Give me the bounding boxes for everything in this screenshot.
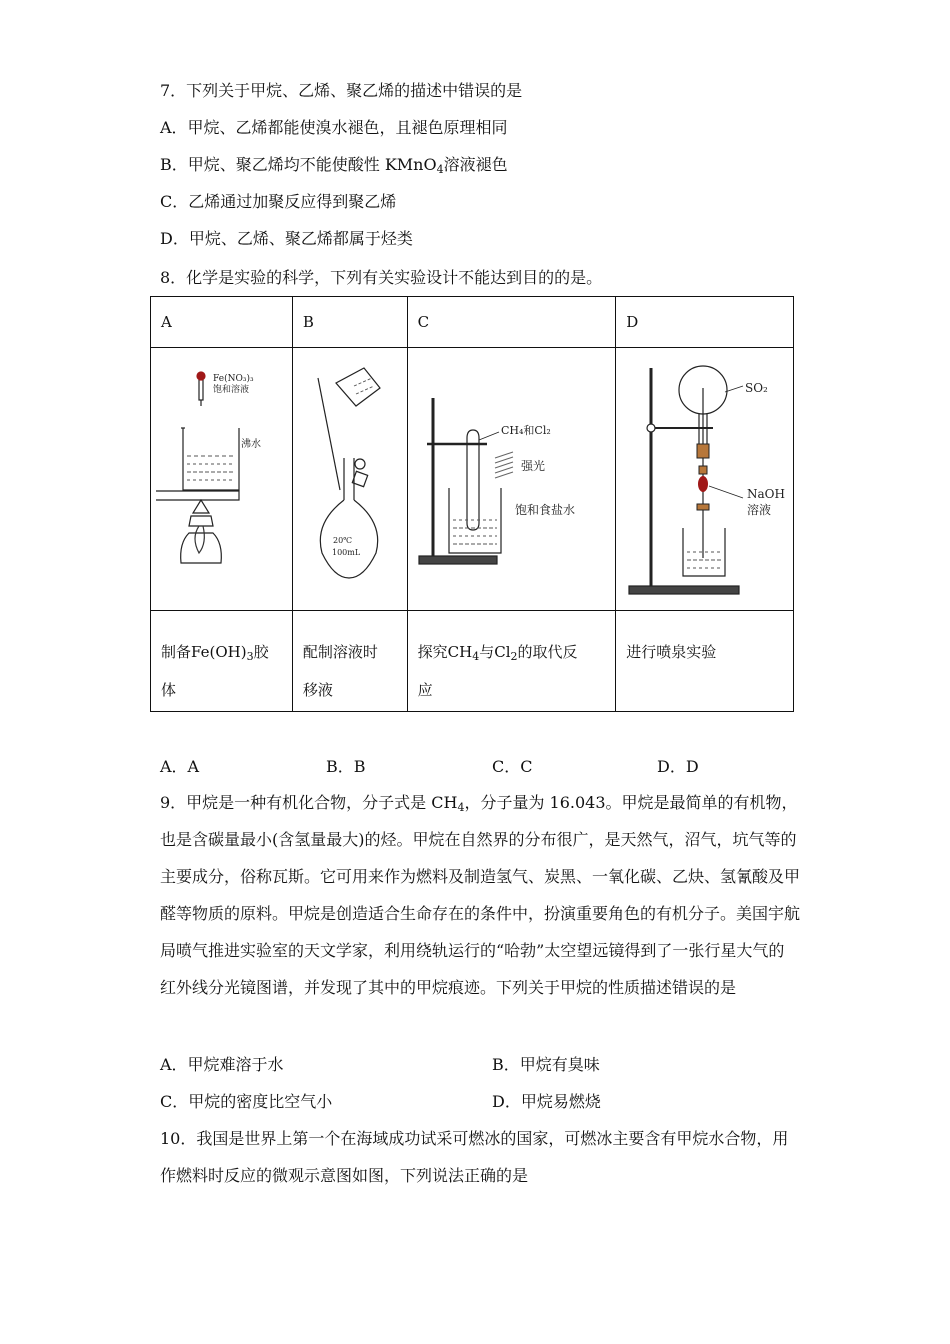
figure-d-cell [616, 348, 794, 611]
q8-option-b: B．B [326, 757, 366, 776]
q9-option-c: C．甲烷的密度比空气小 [160, 1092, 333, 1111]
label-ch4-cl2: CH₄和Cl₂ [500, 424, 551, 437]
figure-a-cell [151, 348, 293, 611]
experiment-table [150, 296, 794, 712]
header-c: C [407, 297, 616, 348]
q7-option-d: D．甲烷、乙烯、聚乙烯都属于烃类 [160, 229, 413, 248]
label-saturated-solution: 饱和溶液 [213, 385, 250, 395]
q9-option-a: A．甲烷难溶于水 [160, 1055, 284, 1074]
label-volume: 100mL [331, 548, 360, 557]
q7-option-a: A．甲烷、乙烯都能使溴水褪色，且褪色原理相同 [160, 118, 508, 137]
q9-option-d: D．甲烷易燃烧 [492, 1092, 601, 1111]
q7-stem: 7．下列关于甲烷、乙烯、聚乙烯的描述中错误的是 [160, 81, 523, 100]
q8-stem: 8．化学是实验的科学，下列有关实验设计不能达到目的的是。 [160, 268, 603, 287]
figure-c-cell [407, 348, 616, 611]
label-boiling-water: 沸水 [241, 439, 262, 450]
q7-option-b: B．甲烷、聚乙烯均不能使酸性 KMnO$_4$溶液褪色 [160, 155, 508, 176]
q7-option-c: C．乙烯通过加聚反应得到聚乙烯 [160, 192, 397, 211]
label-fe-nitrate: Fe(NO₃)₃ [213, 374, 255, 384]
q8-option-a: A．A [160, 757, 200, 776]
label-naoh: NaOH [747, 487, 786, 501]
label-saturated-brine: 饱和食盐水 [514, 503, 575, 517]
caption-c: 探究$CH_4$与$Cl_2$的取代反 应 [407, 611, 616, 712]
label-so2: SO₂ [745, 381, 768, 395]
label-temperature: 20℃ [332, 536, 352, 545]
q9-option-b: B．甲烷有臭味 [492, 1055, 600, 1074]
header-d: D [616, 297, 794, 348]
label-solution: 溶液 [747, 503, 772, 517]
figure-c-substitution-apparatus [409, 348, 614, 603]
q10-paragraph: 10．我国是世界上第一个在海域成功试采可燃冰的国家，可燃冰主要含有甲烷水合物，用作燃料时反应的微观示意图如图，下列说法正确的是 [160, 1129, 789, 1185]
q8-option-d: D．D [657, 757, 699, 776]
figure-b-volumetric-flask [294, 348, 406, 603]
caption-a: 制备$Fe(OH)_3$胶 体 [151, 611, 293, 712]
q9-paragraph: 9．甲烷是一种有机化合物，分子式是 $CH_4$，分子量为 16.043。甲烷是最简单的有机物，也是含碳量最小(含氢量最大)的烃。甲烷在自然界的分布很广，是天然气，沼气，坑气等的主要成分，俗称瓦斯。它可用来作为燃料及制造氢气、炭黑、一氧化碳、乙炔、氢氰酸及甲醛等物质的原料。甲烷是创造适合生命存在的条件中，扮演重要角色的有机分子。美国宇航局喷气推进实验室的天文学家，利用绕轨运行的“哈勃”太空望远镜得到了一张行星大气的红外线分光镜图谱，并发现了其中的甲烷痕迹。下列关于甲烷的性质描述错误的是 [160, 793, 801, 997]
figure-d-fountain-apparatus [617, 348, 792, 603]
caption-d: 进行喷泉实验 [616, 611, 794, 712]
figure-a-colloid-apparatus [151, 348, 291, 603]
label-strong-light: 强光 [520, 459, 545, 473]
header-a: A [151, 297, 293, 348]
caption-b: 配制溶液时 移液 [292, 611, 407, 712]
figure-b-cell [292, 348, 407, 611]
q8-option-c: C．C [492, 757, 533, 776]
header-b: B [292, 297, 407, 348]
